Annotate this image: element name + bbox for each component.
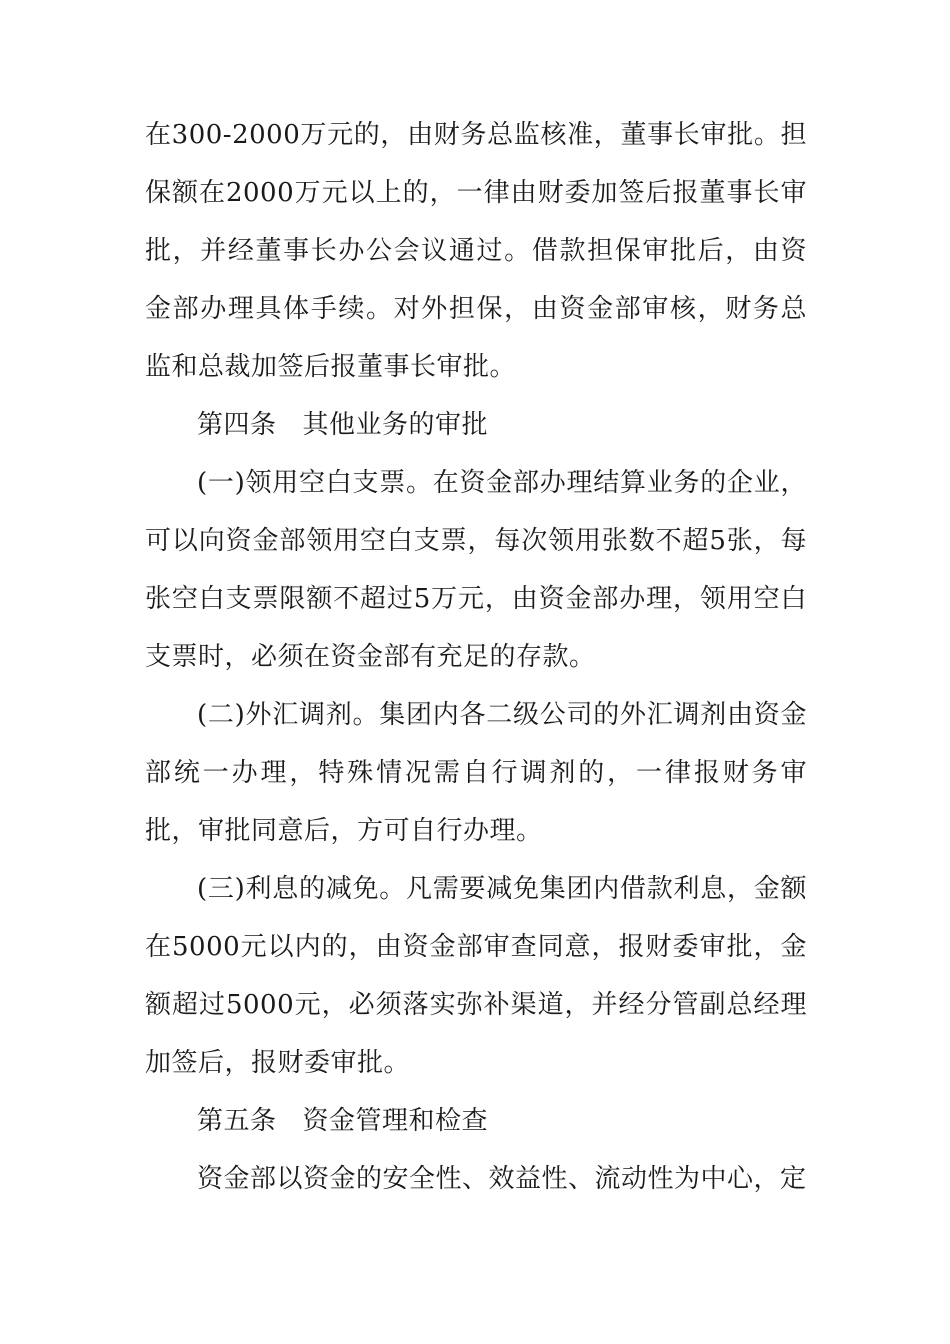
article-title: 资金管理和检查: [302, 1106, 489, 1136]
paragraph-fund-management: 资金部以资金的安全性、效益性、流动性为中心，定: [197, 1164, 807, 1194]
article-number: 第五条: [197, 1106, 277, 1136]
paragraph-forex-adjustment: (二)外汇调剂。集团内各二级公司的外汇调剂由资金部统一办理，特殊情况需自行调剂的，一律报财务审批，审批同意后，方可自行办理。: [145, 700, 807, 846]
paragraph-blank-cheque: (一)领用空白支票。在资金部办理结算业务的企业，可以向资金部领用空白支票，每次领用张数不超5张，每张空白支票限额不超过5万元，由资金部办理，领用空白支票时，必须在资金部有充足的存款。: [145, 468, 807, 672]
paragraph-guarantee-approval: 在300-2000万元的，由财务总监核准，董事长审批。担保额在2000万元以上的，一律由财委加签后报董事长审批，并经董事长办公会议通过。借款担保审批后，由资金部办理具体手续。对外担保，由资金部审核，财务总监和总裁加签后报董事长审批。: [145, 120, 807, 382]
document-body: [145, 106, 807, 1208]
article-heading-5: [145, 1092, 807, 1150]
article-number: 第四条: [197, 410, 277, 440]
article-heading-4: [145, 396, 807, 454]
article-title: 其他业务的审批: [302, 410, 489, 440]
paragraph-interest-waiver: (三)利息的减免。凡需要减免集团内借款利息，金额在5000元以内的，由资金部审查同意，报财委审批，金额超过5000元，必须落实弥补渠道，并经分管副总经理加签后，报财委审批。: [145, 874, 807, 1078]
